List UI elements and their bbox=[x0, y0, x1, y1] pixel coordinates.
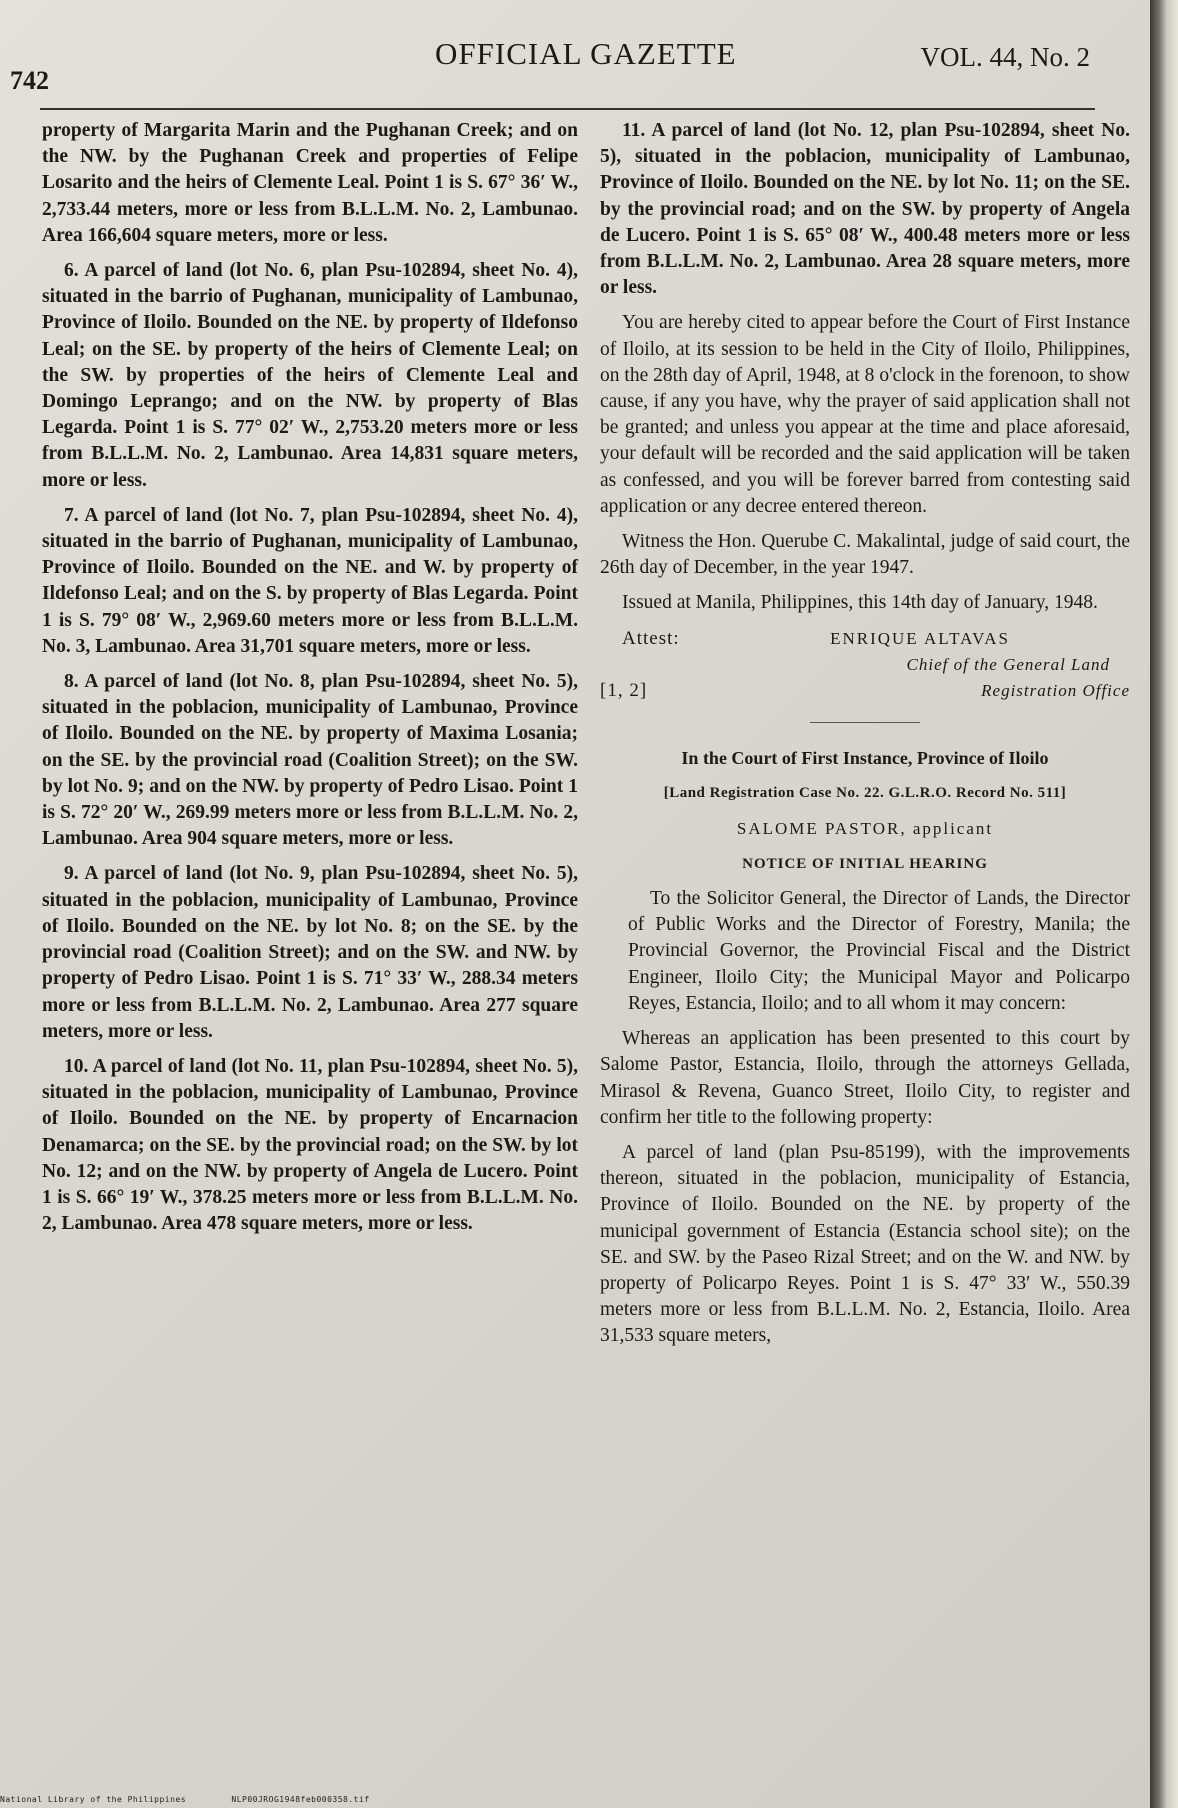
addressees-paragraph: To the Solicitor General, the Director of Lands, the Director of Public Works and the Director of Forestry, Manila; the Provincial Governor, the Provincial Fiscal and the District Engineer, Iloilo City; the Municipal Mayor and Policarpo Reyes, Estancia, Iloilo; and to all whom it may concern: bbox=[628, 888, 1130, 1014]
case-line: [Land Registration Case No. 22. G.L.R.O. Record No. 511] bbox=[663, 785, 1067, 802]
applicant-line: SALOME PASTOR, applicant bbox=[736, 818, 994, 838]
paragraph-lot-12: 11. A parcel of land (lot No. 12, plan Psu-102894, sheet No. 5), situated in the poblacion, municipality of Lambunao, Province of Iloilo. Bounded on the NE. by lot No. 11; on the SE. by the provincial road; and on the SW. by property of Angela de Lucero. Point 1 is S. 65° 08′ W., 400.48 meters more or less from B.L.L.M. No. 2, Lambunao. Area 28 square meters, more or less. bbox=[600, 120, 1130, 299]
issued-paragraph: Issued at Manila, Philippines, this 14th day of January, 1948. bbox=[622, 592, 1098, 614]
whereas-paragraph: Whereas an application has been presented to this court by Salome Pastor, Estancia, Iloilo, through the attorneys Gellada, Mirasol & Revena, Guanco Street, Iloilo City, to register and confirm her title to the following property: bbox=[600, 1028, 1130, 1128]
signature-block bbox=[600, 626, 1130, 705]
issue-reference: [1, 2] bbox=[600, 680, 648, 702]
signer-title-line-2: Registration Office bbox=[981, 681, 1130, 701]
adjacent-page-edge bbox=[1150, 0, 1178, 1808]
citation-paragraph: You are hereby cited to appear before the Court of First Instance of Iloilo, at its session to be held in the City of Iloilo, Philippines, on the 28th day of April, 1948, at 8 o'clock in the forenoon, to show cause, if any you have, why the prayer of said application shall not be granted; and unless you appear at the time and place aforesaid, your default will be recorded and the said application will be taken as confessed, and you will be forever barred from contesting said application or any decree entered thereon. bbox=[600, 312, 1130, 517]
gazette-title: OFFICIAL GAZETTE bbox=[435, 36, 737, 71]
court-heading: In the Court of First Instance, Province of Iloilo bbox=[681, 748, 1049, 769]
page-number: 742 bbox=[10, 66, 49, 95]
file-name: NLP00JROG1948feb000358.tif bbox=[231, 1795, 370, 1804]
attest-label: Attest: bbox=[622, 627, 680, 649]
notice-title: NOTICE OF INITIAL HEARING bbox=[742, 855, 988, 872]
paragraph-lot-9: 9. A parcel of land (lot No. 9, plan Psu-102894, sheet No. 5), situated in the poblacion, municipality of Lambunao, Province of Iloilo. Bounded on the NE. by lot No. 8; on the SE. by the provincial road (Coalition Street); and on the SW. and NW. by property of Pedro Lisao. Point 1 is S. 71° 33′ W., 288.34 meters more or less from B.L.L.M. No. 2, Lambunao. Area 277 square meters, more or less. bbox=[42, 863, 578, 1042]
witness-paragraph: Witness the Hon. Querube C. Makalintal, judge of said court, the 26th day of December, in the year 1947. bbox=[600, 531, 1130, 579]
parcel-paragraph: A parcel of land (plan Psu-85199), with the improvements thereon, situated in the poblacion, municipality of Estancia, Province of Iloilo. Bounded on the NE. by property of the municipal government of Estancia (Estancia school site); on the SE. and SW. by the Paseo Rizal Street; and on the W. and NW. by property of Policarpo Reyes. Point 1 is S. 47° 33′ W., 550.39 meters more or less from B.L.L.M. No. 2, Estancia, Iloilo. Area 31,533 square meters, bbox=[600, 1141, 1130, 1347]
signer-name: ENRIQUE ALTAVAS bbox=[830, 628, 1010, 648]
paragraph-lot-8: 8. A parcel of land (lot No. 8, plan Psu-102894, sheet No. 5), situated in the poblacion, municipality of Lambunao, Province of Iloilo. Bounded on the NE. by property of Maxima Losania; on the SE. by the provincial road (Coalition Street); on the SW. by lot No. 9; and on the NW. by property of Pedro Lisao. Point 1 is S. 72° 20′ W., 269.99 meters more or less from B.L.L.M. No. 2, Lambunao. Area 904 square meters, more or less. bbox=[42, 671, 578, 850]
paragraph-lot-11: 10. A parcel of land (lot No. 11, plan Psu-102894, sheet No. 5), situated in the poblacion, municipality of Lambunao, Province of Iloilo. Bounded on the NE. by property of Encarnacion Denamarca; on the SE. by the provincial road; on the SW. by lot No. 12; and on the NW. by property of Angela de Lucero. Point 1 is S. 66° 19′ W., 378.25 meters more or less from B.L.L.M. No. 2, Lambunao. Area 478 square meters, more or less. bbox=[42, 1055, 578, 1235]
section-divider bbox=[810, 722, 920, 723]
paragraph-lot-6: 6. A parcel of land (lot No. 6, plan Psu-102894, sheet No. 4), situated in the barrio of Pughanan, municipality of Lambunao, Province of Iloilo. Bounded on the NE. by property of Ildefonso Leal; on the SE. by property of the heirs of Clemente Leal; on the SW. by properties of the heirs of Clemente Leal and Domingo Leprango; and on the NW. by property of Blas Legarda. Point 1 is S. 77° 02′ W., 2,753.20 meters more or less from B.L.L.M. No. 2, Lambunao. Area 14,831 square meters, more or less. bbox=[42, 260, 578, 491]
volume-number: VOL. 44, No. 2 bbox=[920, 42, 1090, 72]
header-rule bbox=[40, 108, 1095, 110]
page-header bbox=[10, 30, 1110, 95]
library-credit: National Library of the Philippines bbox=[0, 1795, 187, 1804]
paragraph-continued: property of Margarita Marin and the Pughanan Creek; and on the NW. by the Pughanan Creek and properties of Felipe Losarito and the heirs of Clemente Leal. Point 1 is S. 67° 36′ W., 2,733.44 meters, more or less from B.L.L.M. No. 2, Lambunao. Area 166,604 square meters, more or less. bbox=[42, 120, 578, 246]
left-column bbox=[42, 118, 578, 1246]
right-column bbox=[600, 118, 1130, 1359]
paragraph-lot-7: 7. A parcel of land (lot No. 7, plan Psu-102894, sheet No. 4), situated in the barrio of Pughanan, municipality of Lambunao, Province of Iloilo. Bounded on the NE. and W. by property of Ildefonso Leal; and on the S. by property of Blas Legarda. Point 1 is S. 79° 08′ W., 2,969.60 meters more or less from B.L.L.M. No. 3, Lambunao. Area 31,701 square meters, more or less. bbox=[42, 504, 578, 657]
scan-footer bbox=[0, 1795, 410, 1804]
signer-title-line-1: Chief of the General Land bbox=[906, 654, 1110, 674]
